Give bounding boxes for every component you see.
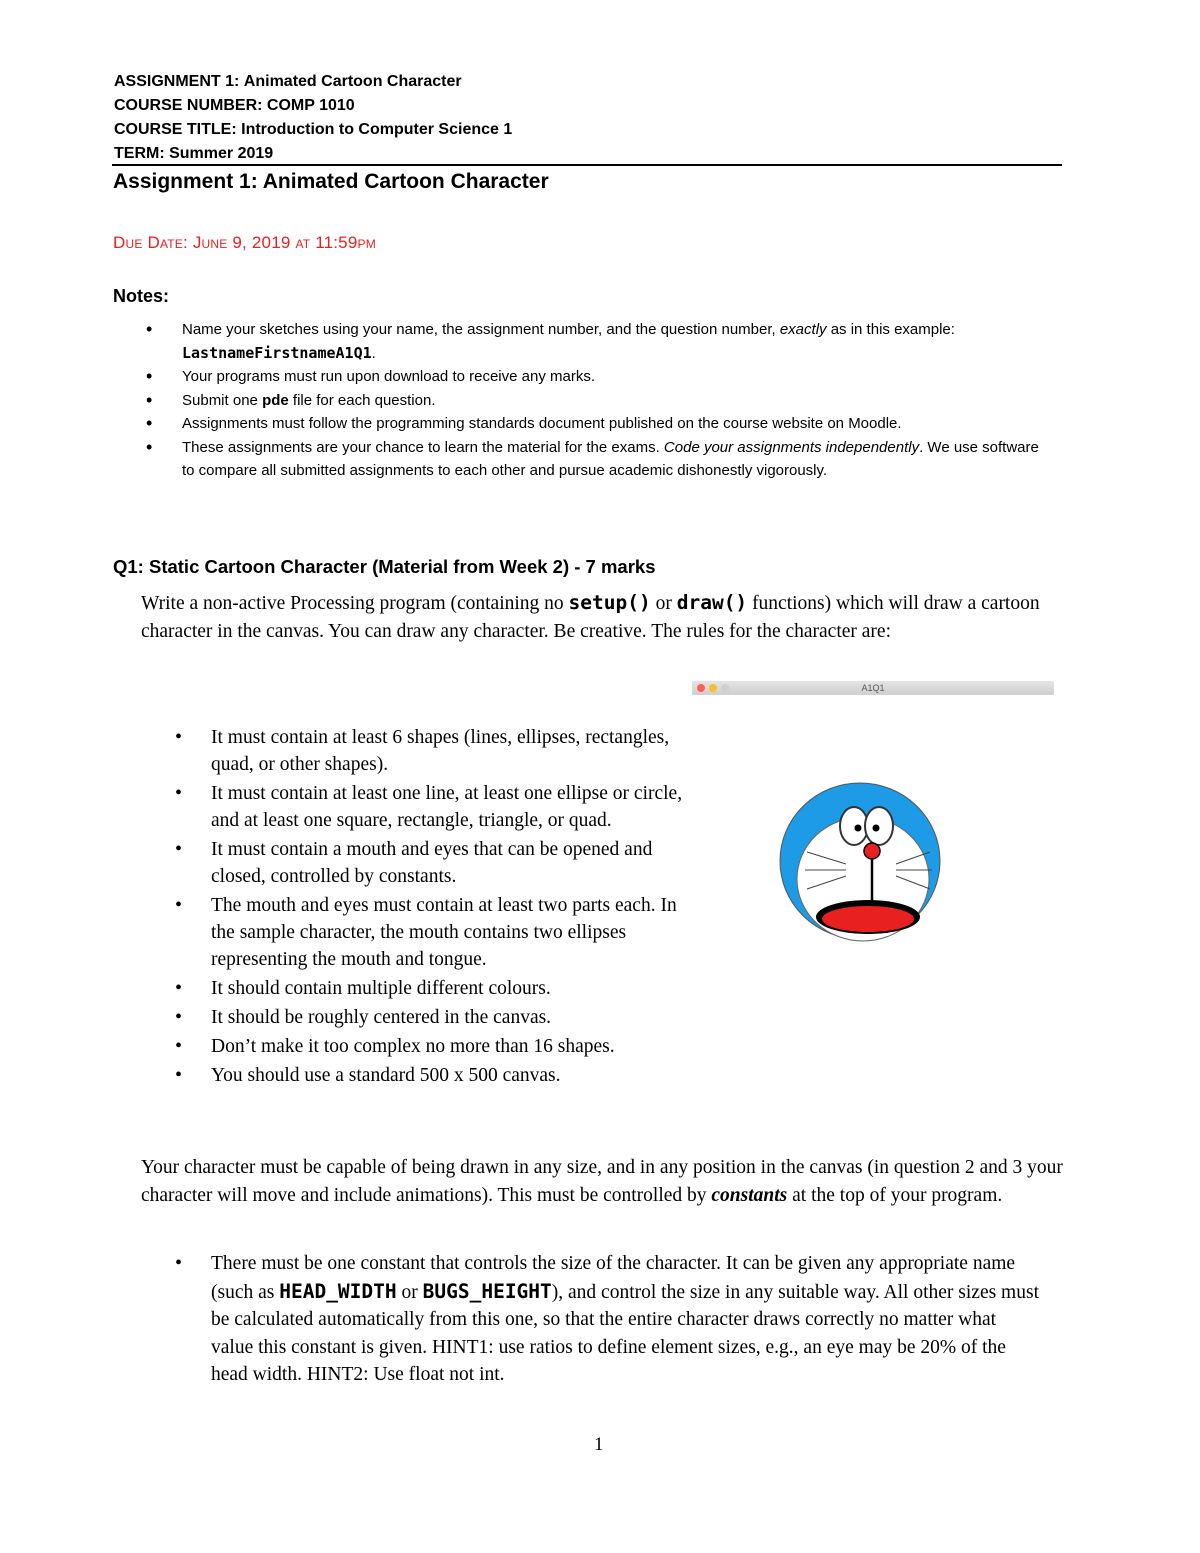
list-item: • It must contain a mouth and eyes that can be opened and closed, controlled by constants.	[141, 836, 701, 890]
header-assignment: ASSIGNMENT 1: Animated Cartoon Character	[114, 73, 462, 90]
list-item: • These assignments are your chance to learn the material for the exams. Code your assignments independently. We use software to compare all submitted assignments to each other and pursue academic dishonestly vigorously.	[140, 436, 1040, 483]
list-item: • Your programs must run upon download to receive any marks.	[140, 365, 1040, 389]
character-tongue	[822, 906, 914, 932]
due-date: Due Date: June 9, 2019 at 11:59pm	[113, 233, 376, 252]
page-title: Assignment 1: Animated Cartoon Character	[113, 170, 549, 193]
sample-character-image	[778, 778, 948, 944]
document-header	[114, 70, 512, 166]
constants-list	[141, 1250, 1041, 1389]
list-item: • You should use a standard 500 x 500 canvas.	[141, 1062, 701, 1089]
header-course-number: COURSE NUMBER: COMP 1010	[114, 97, 355, 114]
character-right-eye	[865, 807, 893, 845]
header-course-title: COURSE TITLE: Introduction to Computer Science 1	[114, 121, 513, 138]
size-position-paragraph: Your character must be capable of being drawn in any size, and in any position in the canvas (in question 2 and 3 your character will move and include animations). This must be controlled by constants at the top of your program.	[141, 1157, 1063, 1206]
q1-intro: Write a non-active Processing program (containing no setup() or draw() functions) which will draw a cartoon character in the canvas. You can draw any character. Be creative. The rules for the character are:	[141, 591, 1040, 642]
list-item: • There must be one constant that controls the size of the character. It can be given any appropriate name (such as HEAD_WIDTH or BUGS_HEIGHT), and control the size in any suitable way. All other sizes must be calculated automatically from this one, so that the entire character draws correctly no matter what value this constant is given. HINT1: use ratios to define element sizes, e.g., an eye may be 20% of the head width. HINT2: Use float not int.	[141, 1250, 1041, 1389]
sample-window-titlebar	[692, 681, 1054, 695]
header-term: TERM: Summer 2019	[114, 145, 274, 162]
list-item: • It must contain at least one line, at least one ellipse or circle, and at least one square, rectangle, triangle, or quad.	[141, 780, 701, 834]
list-item: • The mouth and eyes must contain at least two parts each. In the sample character, the mouth contains two ellipses representing the mouth and tongue.	[141, 892, 701, 973]
list-item: • Assignments must follow the programming standards document published on the course website on Moodle.	[140, 412, 1040, 436]
list-item: • It should be roughly centered in the canvas.	[141, 1004, 701, 1031]
character-left-pupil	[855, 825, 862, 832]
character-left-eye	[840, 807, 868, 845]
list-item: • Don’t make it too complex no more than 16 shapes.	[141, 1033, 701, 1060]
notes-heading: Notes:	[113, 286, 170, 306]
sample-window-title: A1Q1	[861, 683, 885, 693]
notes-list	[140, 318, 1040, 483]
character-nose	[864, 843, 880, 859]
header-divider	[112, 164, 1062, 166]
list-item: • Submit one pde file for each question.	[140, 389, 1040, 413]
q1-heading: Q1: Static Cartoon Character (Material from Week 2) - 7 marks	[113, 556, 656, 577]
character-right-pupil	[873, 825, 880, 832]
list-item: • It should contain multiple different colours.	[141, 975, 701, 1002]
page-number: 1	[594, 1434, 604, 1455]
list-item: • Name your sketches using your name, the assignment number, and the question number, exactly as in this example: LastnameFirstnameA1Q1.	[140, 318, 1040, 365]
list-item: • It must contain at least 6 shapes (lines, ellipses, rectangles, quad, or other shapes).	[141, 724, 701, 778]
rules-list	[141, 724, 701, 1091]
